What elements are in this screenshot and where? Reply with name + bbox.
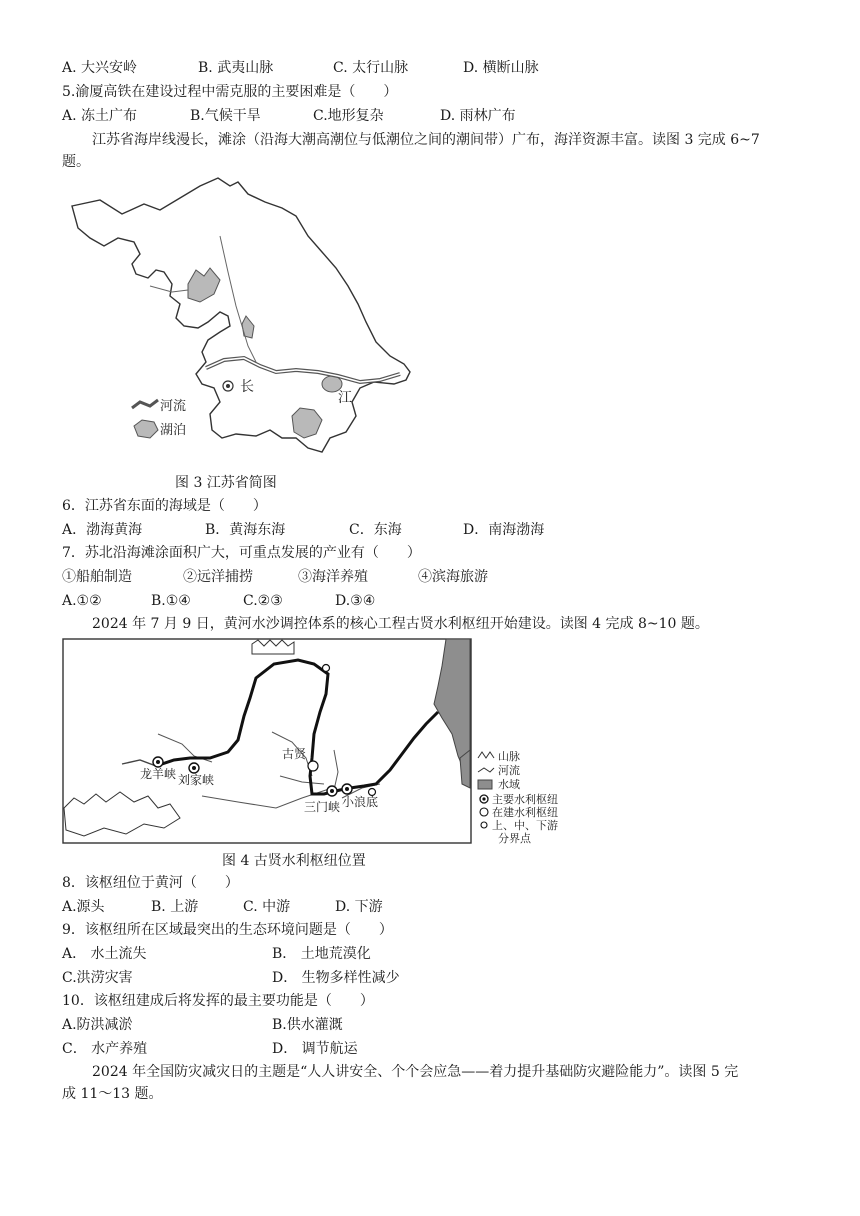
q9-option-b: B． 土地荒漠化 [272, 946, 371, 962]
legend-main-dam: 主要水利枢纽 [492, 793, 558, 806]
label-liujiaxia: 刘家峡 [178, 773, 215, 787]
legend-water-icon [478, 780, 492, 789]
question-7-stem: 7．苏北沿海滩涂面积广大，可重点发展的产业有（ ） [62, 545, 421, 561]
q6-option-a: A．渤海黄海 [62, 522, 143, 538]
q5-option-d: D. 雨林广布 [440, 108, 516, 124]
figure-4-caption: 图 4 古贤水利枢纽位置 [222, 853, 366, 869]
q7-item-2: ②远洋捕捞 [183, 569, 253, 585]
question-5-stem: 5.渝厦高铁在建设过程中需克服的主要困难是（ ） [62, 84, 398, 100]
option-d: D. 横断山脉 [463, 60, 539, 76]
q8-option-d: D. 下游 [335, 899, 383, 915]
intro-jiangsu-line2: 题。 [62, 154, 90, 170]
boundary-point-upper [323, 665, 330, 672]
jiangsu-outline [72, 178, 410, 452]
figure-4-yellow-river-map [62, 638, 602, 846]
legend-boundary-2: 分界点 [498, 832, 531, 845]
q6-option-c: C．东海 [349, 522, 402, 538]
option-b: B. 武夷山脉 [198, 60, 274, 76]
legend-river-label: 河流 [160, 399, 187, 414]
q10-option-b: B.供水灌溉 [272, 1017, 343, 1033]
question-9-stem: 9．该枢纽所在区域最突出的生态环境问题是（ ） [62, 922, 393, 938]
label-longyangxia: 龙羊峡 [140, 767, 177, 781]
legend-river-symbol [132, 400, 158, 408]
q9-option-a: A． 水土流失 [62, 946, 147, 962]
q6-option-b: B．黄海东海 [205, 522, 286, 538]
intro-yellow-river: 2024 年 7 月 9 日，黄河水沙调控体系的核心工程古贤水利枢纽开始建设。读图 4 完成 8~10 题。 [92, 616, 709, 632]
q7-item-1: ①船舶制造 [62, 569, 132, 585]
q7-option-b: B.①④ [151, 593, 191, 609]
q5-option-c: C.地形复杂 [313, 108, 384, 124]
q10-option-c: C． 水产养殖 [62, 1041, 148, 1057]
question-8-stem: 8．该枢纽位于黄河（ ） [62, 875, 239, 891]
q7-item-4: ④滨海旅游 [418, 569, 488, 585]
q10-option-a: A.防洪减淤 [62, 1017, 133, 1033]
option-a: A. 大兴安岭 [62, 60, 138, 76]
legend-river-icon [478, 768, 494, 772]
question-6-stem: 6．江苏省东面的海域是（ ） [62, 498, 267, 514]
q8-option-a: A.源头 [62, 899, 105, 915]
legend-boundary: 上、中、下游 [492, 819, 558, 832]
legend-river: 河流 [498, 764, 520, 777]
label-jiang: 江 [338, 390, 352, 406]
q7-option-a: A.①② [62, 593, 102, 609]
question-10-stem: 10．该枢纽建成后将发挥的最主要功能是（ ） [62, 993, 374, 1009]
legend-lake-label: 湖泊 [160, 423, 187, 438]
legend-boundary-icon [481, 822, 487, 828]
label-chang: 长 [240, 379, 254, 395]
intro-disaster-line1: 2024 年全国防灾减灾日的主题是“人人讲安全、个个会应急——着力提升基础防灾避险能力”。读图 5 完 [92, 1064, 739, 1080]
q7-option-c: C.②③ [243, 593, 283, 609]
q8-option-b: B. 上游 [151, 899, 199, 915]
legend-mountain-icon [478, 752, 494, 758]
q10-option-d: D． 调节航运 [272, 1041, 358, 1057]
figure-3-jiangsu-map [60, 176, 430, 466]
q9-option-d: D． 生物多样性减少 [272, 970, 400, 986]
figure-3-caption: 图 3 江苏省简图 [175, 475, 277, 491]
intro-disaster-line2: 成 11～13 题。 [62, 1086, 163, 1102]
intro-jiangsu-line1: 江苏省海岸线漫长，滩涂（沿海大潮高潮位与低潮位之间的潮间带）广布，海洋资源丰富。读图 3 完成 6~7 [92, 132, 760, 148]
q5-option-a: A. 冻土广布 [62, 108, 138, 124]
label-xiaolangdi: 小浪底 [342, 795, 379, 809]
label-guxian: 古贤 [282, 747, 307, 761]
q7-item-3: ③海洋养殖 [298, 569, 368, 585]
q8-option-c: C. 中游 [243, 899, 291, 915]
option-c: C. 太行山脉 [333, 60, 409, 76]
legend-mountain: 山脉 [498, 750, 520, 763]
guxian-dam [308, 761, 318, 771]
q7-option-d: D.③④ [335, 593, 376, 609]
legend-lake-symbol [134, 420, 158, 438]
legend-water: 水域 [498, 778, 520, 791]
q5-option-b: B.气候干旱 [190, 108, 261, 124]
label-sanmenxia: 三门峡 [304, 800, 341, 814]
legend-new-dam-icon [480, 808, 488, 816]
legend-new-dam: 在建水利枢纽 [492, 806, 558, 819]
q6-option-d: D．南海渤海 [463, 522, 545, 538]
q9-option-c: C.洪涝灾害 [62, 970, 133, 986]
